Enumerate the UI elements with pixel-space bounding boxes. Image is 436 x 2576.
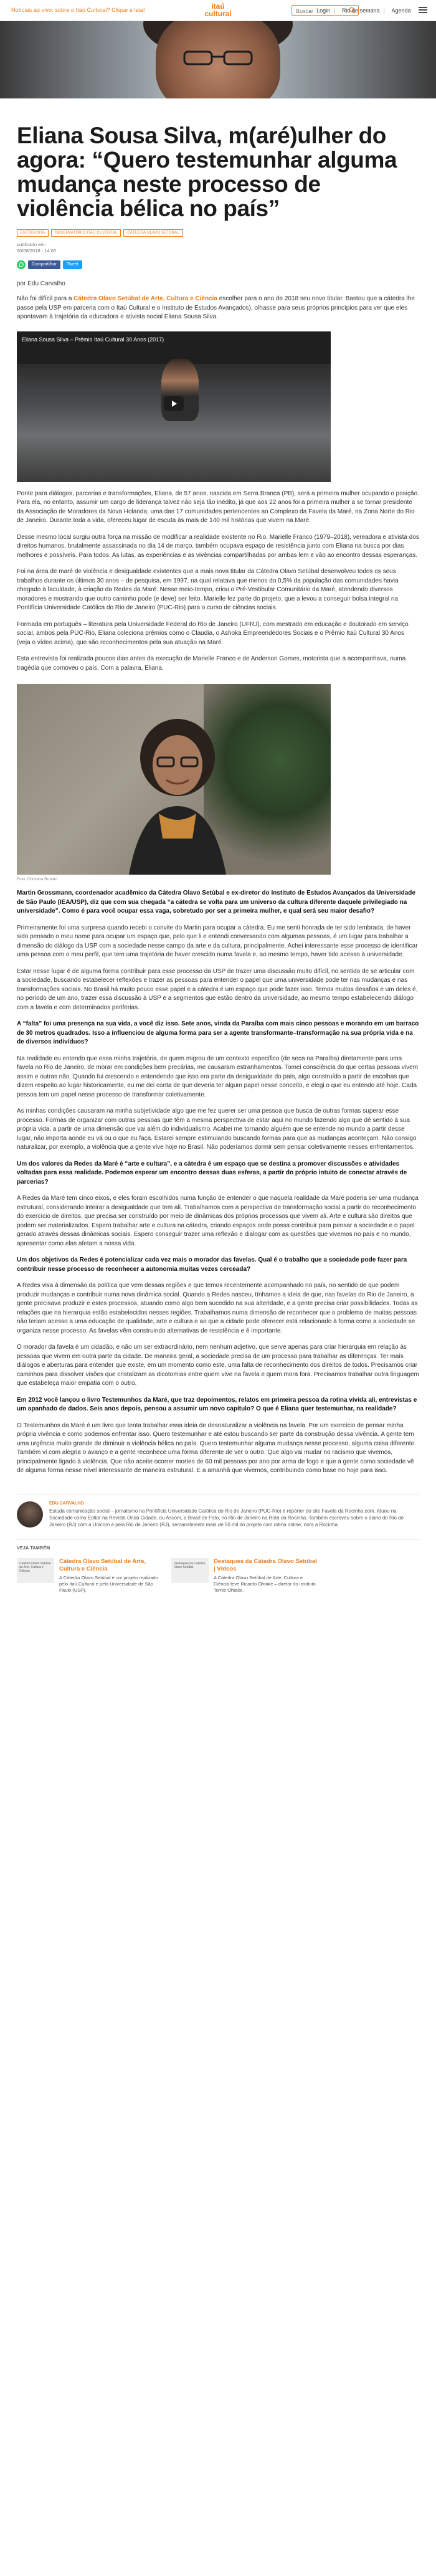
related-title[interactable]: Destaques da Cátedra Olavo Setúbal | Vídeos (214, 1557, 317, 1572)
article-photo (17, 684, 331, 875)
thumbnail-text: Destaques da Cátedra Olavo Setúbal (174, 1561, 206, 1569)
paragraph: Foi na área de maré de violência e desigualdade existentes que a mais nova titular da Cátedra Olavo Setúbal desenvolveu todos os seus trabalhos durante os últimos 30 anos – de pesquisa, em 1997, na qual relatava que menos do 0,5% da população das comunidades havia chegado à faculdade, à criação da Redes da Maré. Nesse meio-tempo, criou o Pré-Vestibular Comunitário da Maré, atendendo diversos moradores e mostrando que outro caminho pode (e deve) ser feito. Marielle fez parte do projeto, que a levou a conseguir bolsa integral na Pontifícia Universidade Católica do Rio de Janeiro (PUC-Rio) para o curso de ciências sociais. (17, 568, 399, 611)
interview-answer: O morador da favela é um cidadão, e não um ser extraordinário, nem nenhum adjetivo, que serve apenas para criar hierarquia em relação às pessoas que vivem em outra parte da cidade. De maneira geral, a sociedade precisa de um processo para trabalhar as diferenças. Ter mais diálogos e aberturas para entender que existe, em um momento como este, uma falta de reconhecimento dos direitos de todos. Precisamos criar caminhos para dissolver visões que cristalizam as dicotomias entre quem vive na favela e quem mora fora. Precisamos trabalhar outra linguagem que estabeleça maior empatia com o outro. (17, 1344, 419, 1387)
top-announcement[interactable]: Notícias ao vivo: sobre o Itaú Cultural? Clique e leia! (11, 7, 145, 13)
video-player[interactable] (17, 331, 331, 482)
related-thumbnail[interactable] (171, 1558, 209, 1583)
interview-answer: Estar nesse lugar é de alguma forma contribuir para esse processo da USP de trazer uma discussão muito difícil, no sentido de se articular com a sociedade, buscando estabelecer reflexões e trazer as pessoas para entender o papel que uma universidade pode ter nas mudanças e nas transformações sociais. No Brasil há muito pouco esse papel e a cátedra é um espaço que pode fazer isso. Temos muitos desafios e um deles é, no período de um ano, trazer essa discussão à USP e a segmentos que estão dentro da universidade, ao mesmo tempo estabelecendo diálogo com a favela e com determinados periferias. (17, 967, 418, 1011)
related-desc: A Cátedra Olavo Setúbal é um projeto realizado pelo Itaú Cultural e pela Universidade de São Paulo (USP). (59, 1574, 158, 1593)
nav-login[interactable]: Login (316, 7, 331, 14)
logo-line-1: itaú (211, 2, 225, 11)
paragraph: Ponte para diálogos, parcerias e transformações, Eliana, de 57 anos, nascida em Serra Branca (PB), será a primeira mulher ocupando o posição. Para ela, no entanto, assumir um cargo de liderança talvez não seja tão inédito, já que aos 22 anos foi a primeira mulher a se tornar presidente da Associação de Moradores da Nova Holanda, uma das 17 comunidades pertencentes ao Complexo da Favela da Maré, na Zona Norte do Rio de Janeiro. Durante toda a vida, ofereceu lugar de escuta às mais de 140 mil histórias que vivem na Maré. (17, 490, 419, 524)
author-avatar (17, 1501, 43, 1528)
share-bar (17, 260, 419, 269)
paragraph: Desse mesmo local surgiu outra força na missão de modificar a realidade existente no Rio. Marielle Franco (1979–2018), vereadora e ativista dos direitos humanos, brutalmente assassinada no dia 14 de março, também ocupava espaço de resistência junto com Eliana na busca por dias melhores e possíveis. Para todos. As lutas, as experiências e as vivências compartilhadas por ambas lem e vão ao encontro dessas esperanças. (17, 533, 419, 559)
itau-cultural-logo[interactable] (201, 2, 235, 17)
tag-catedra[interactable]: CÁTEDRA OLAVO SETÚBAL (123, 229, 182, 237)
interview-answer: A Redes visa à dimensão da política que vem dessas regiões e que temos recentemente acompanhado no país, no sentido de que podem produzir mudanças e contribuir numa nova dinâmica social. Quando a Redes nasceu, tínhamos a ideia de que, nas favelas do Rio de Janeiro, a gente precisava produzir e estes processos, atuando como algo bem sucedido na sua alteridade, e a gente precisa criar possibilidades. Todas as relações que na hierarquia estão estabelecidos nesses regiões. Trabalhamos numa dimensão de reconhecer que o problema de muitas pessoas não teriam acesso a uma educação de qualidade, arte e cultura e ao que a cidade pode oferecer está relacionado à forma como a sociedade se organiza nesse processo. As favelas vêm construindo alternativas de resistência e é importante. (17, 1282, 418, 1334)
interview-question: Um dos valores da Redes da Maré é “arte e cultura”, e a cátedra é um espaço que se destina a promover discussões e atividades voltadas para essa realidade. Podemos esperar um encontro dessas duas esferas, a partir do próprio intuito de conectar através de parcerias? (17, 1160, 407, 1186)
article-title: Eliana Sousa Silva, m(aré)ulher do agora: “Quero testemunhar alguma mudança neste processo de violência bélica no país” (17, 123, 397, 221)
paragraph: Esta entrevista foi realizada poucos dias antes da execução de Marielle Franco e de Anderson Gomes, motorista que a acompanhava, numa tragédia que comoveu o país. Com a palavra, Eliana. (17, 655, 406, 672)
paragraph: Formada em português – literatura pela Universidade Federal do Rio de Janeiro (UFRJ), com mestrado em educação e doutorado em serviço social, ambos pela PUC-Rio, Eliana coleciona prêmios como o Claudia, o Ashoka Empreendedores Sociais e o Prêmio Itaú Cultural 30 Anos (veja o vídeo acima), que são reconhecimentos pela sua atuação na Maré. (17, 620, 409, 646)
interview-answer: As minhas condições causaram na minha subjetividade algo que me fez querer ser uma pessoa que busca de outras formas superar esse processo. Formas de organizar com outras pessoas que têm a mesma perspectiva de estar aqui no mundo fazendo algo que dê sentido à sua própria vida, a partir de uma dimensão que vai além do individualismo. Acabei me tornando alguém que se entende no mundo a partir desse lugar, não importa aonde eu vá ou o que eu faça. Estarei sempre estimulando buscando formas para que as mudanças aconteçam. Não consigo naturalizar, por exemplo, a violência que a gente vive hoje no Brasil. Não poderíamos dormir sem pensar coletivamente nesses enfrentamentos. (17, 1108, 417, 1151)
paragraph-text: Não foi difícil para a (17, 295, 74, 302)
interview-question: Em 2012 você lançou o livro Testemunhos da Maré, que traz depoimentos, relatos em primeira pessoa da rotina vivida ali, entrevistas e um apanhado de dados. Seis anos depois, pensou a assumir um novo capítulo? O que é Eliana quer testemunhar, na realidade? (17, 1396, 417, 1412)
interview-answer: Na realidade eu entendo que essa minha trajetória, de quem migrou de um contexto específico (de seca na Paraíba) diretamente para uma favela no Rio de Janeiro, de morar em condições bem precárias, me causaram estranhamentos. Tomei consciência do que certas pessoas vivem assim e outras não. Quando fui crescendo e entendendo que isso era parte da desigualdade do país, algo construído a partir de escolhas que dizem respeito ao lugar historicamente, eu me dei conta de que deveria ter algum papel nesse conceito, e elegi o que eu entendo até hoje. Cada pessoa tem um papel nesse processo de transformar coletivamente. (17, 1055, 419, 1098)
tag-entrevista[interactable]: ENTREVISTA (17, 229, 49, 237)
tag-list (17, 229, 419, 237)
interview-question: A “falta” foi uma presença na sua vida, a você diz isso. Sete anos, vinda da Paraíba com mais cinco pessoas e morando em um barraco de 30 metros quadrados. Isso a influenciou de alguma forma para ser a agente transformante–transformação na sua própria vida e na de diversos indivíduos? (17, 1020, 419, 1045)
video-title: Eliana Sousa Silva – Prêmio Itaú Cultural 30 Anos (2017) (22, 336, 164, 343)
interview-question: Um dos objetivos da Redes é potencializar cada vez mais o morador das favelas. Qual é o trabalho que a sociedade pode fazer para contribuir nesse processo de reconhecer a autonomia muitas vezes cerceada? (17, 1257, 407, 1273)
publish-meta (17, 242, 419, 254)
play-icon[interactable] (164, 396, 184, 411)
paragraph-intro (17, 295, 419, 322)
interview-answer: A Redes da Maré tem cinco eixos, e eles foram escolhidos numa função de entender o que naquela realidade da Maré poderia ser uma mudança estrutural, considerando inteirar a desigualdade que tem ali. Trabalhamos com a perspectiva de transformação social a partir do reconhecimento do exercício de direitos, que precisa ser construído por meio de dinâmicas dos próprios processos que vivem ali. Arte e cultura são direitos que podem ser materializados. Espero trabalhar arte e cultura na cátedra, criando espaços onde possa contribuir para pensar a sociedade e o papel gerado através dessas dinâmicas sociais. Espero conseguir trazer uma reflexão e dialogar com as questões que vivemos no país e no mundo, apresentar como elas afetam a nossa vida. (17, 1195, 419, 1247)
thumbnail-text: Cátedra Olavo Setúbal de Arte, Cultura e Ciência (19, 1561, 51, 1573)
related-title[interactable]: Cátedra Olavo Setúbal de Arte, Cultura e Ciência (59, 1557, 146, 1572)
site-header (0, 0, 436, 21)
hero-glasses (181, 49, 255, 67)
hero-image (0, 21, 436, 98)
nav-agenda[interactable]: Agenda (391, 7, 411, 14)
whatsapp-icon[interactable] (17, 260, 26, 269)
logo-line-2: cultural (204, 9, 232, 18)
twitter-share-button[interactable]: Tweet (63, 260, 82, 269)
facebook-share-button[interactable]: Compartilhar (28, 260, 60, 269)
related-card[interactable] (171, 1558, 317, 1594)
related-body (59, 1558, 163, 1594)
paragraph-text: escolher para o ano de 2018 seu novo titular. Bastou que a cátedra lhe passe pela USP em parceria com o Itaú Cultural e o Instituto de Estudos Avançados), olhasse para seus próprios princípios para ver que eles apontavam à trajetória da educadora e ativista social Eliana Sousa Silva. (17, 295, 415, 320)
nav-separator: | (383, 7, 385, 14)
nav-rio-de-semana[interactable]: Rio de semana (342, 7, 380, 14)
nav-separator: | (334, 7, 336, 14)
photo-caption: Foto: Christina Rufatto (17, 877, 58, 882)
author-name[interactable]: EDU CARVALHO (49, 1501, 84, 1506)
interview-answer: Primeiramente foi uma surpresa quando recebi o convite do Martin para ocupar a cátedra. Eu me senti honrada de ter sido lembrada, de haver sido pensado o meu nome para ocupar um espaço que, pelo que li e entendi conversando com algumas pessoas, é um lugar para trabalhar a dimensão do diálogo da USP com a sociedade nesse campo da arte e da cultura, principalmente. Achei interessante esse processo de identificar uma pessoa com o meu perfil, que tem uma trajetória de haver crescido numa favela e, ao mesmo tempo, haver tido acesso à universidade. (17, 924, 418, 958)
interview-question: Martin Grossmann, coordenador acadêmico da Cátedra Olavo Setúbal e ex-diretor do Instituto de Estudos Avançados da Universidade de São Paulo (IEA/USP), diz que com sua chegada “a cátedra se volta para um universo da cultura diferente daquele privilegiado na universidade”. Como é para você ocupar essa vaga, sobretudo por ser a primeira mulher, e qual será seu maior desafio? (17, 890, 415, 915)
video-person (161, 359, 199, 421)
related-card[interactable] (17, 1558, 163, 1594)
interview-answer: O Testemunhos da Maré é um livro que tenta trabalhar essa ideia de desnaturalizar a violência na favela. Por um exercício de pensar minha própria vivência e como podemos enfrentar isso. Quero testemunhar e até estou buscando ser parte da construção dessa vivência. A gente tem uma urgência muito grande de diminuir a violência bélica no país. Quero testemunhar alguma mudança nesse processo, alguma coisa diferente. Também vi com alegria o avanço e a gente reconhece uma forma diferente de ver o outro. Que algo vai mudar no racismo que vivemos, principalmente ligado à violência. Que não aceite ocorrer mortes de 60 mil pessoas por ano por arma de fogo e que a gente como sociedade vê de alguma forma nesse nível interessante de maneira estrutural. E a amanhã que vivemos, contribuindo como base no hoje para isso. (17, 1422, 416, 1474)
related-desc: A Cátedra Olavo Setúbal de Arte, Cultura e Ciência teve Ricardo Ohtake – diretor do Instituto Tomie Ohtake. (214, 1574, 316, 1593)
author-info (49, 1501, 419, 1528)
related-body (214, 1558, 317, 1594)
hamburger-menu-icon[interactable] (419, 7, 427, 13)
published-label: publicado em: (17, 242, 46, 247)
photo-portrait (123, 714, 232, 875)
published-date: 30/08/2018 - 14:06 (17, 248, 56, 254)
author-box (17, 1495, 419, 1528)
related-section (17, 1539, 419, 1606)
related-thumbnail[interactable] (17, 1558, 54, 1583)
top-nav (311, 7, 427, 14)
author-byline: por Edu Carvalho (17, 280, 65, 287)
author-bio: Estuda comunicação social – jornalismo na Pontifícia Universidade Católica do Rio de Janeiro (PUC-Rio) é repórter do site Favela da Rocinha.com. Atuou na Sociedade como Editor na Revista Onda Cidade, ou Ascom, a Brasil de Fato, no Rio de Janeiro na Rota da Rocinha. Também escreveu sobre o diário do Rio de Janeiro (RJ) com a Unicorn e pela Rio de Janeiro (RJ), semanalmente mais de 50 mil do projeto com rotina online, nora a Rocinha. (49, 1508, 404, 1528)
related-heading: VEJA TAMBÉM (17, 1546, 50, 1551)
article (0, 123, 436, 1606)
catedra-link[interactable]: Cátedra Olavo Setúbal de Arte, Cultura e Ciência (73, 295, 217, 302)
tag-observatorio[interactable]: OBSERVATÓRIO ITAÚ CULTURAL (51, 229, 121, 237)
related-list (17, 1558, 419, 1606)
